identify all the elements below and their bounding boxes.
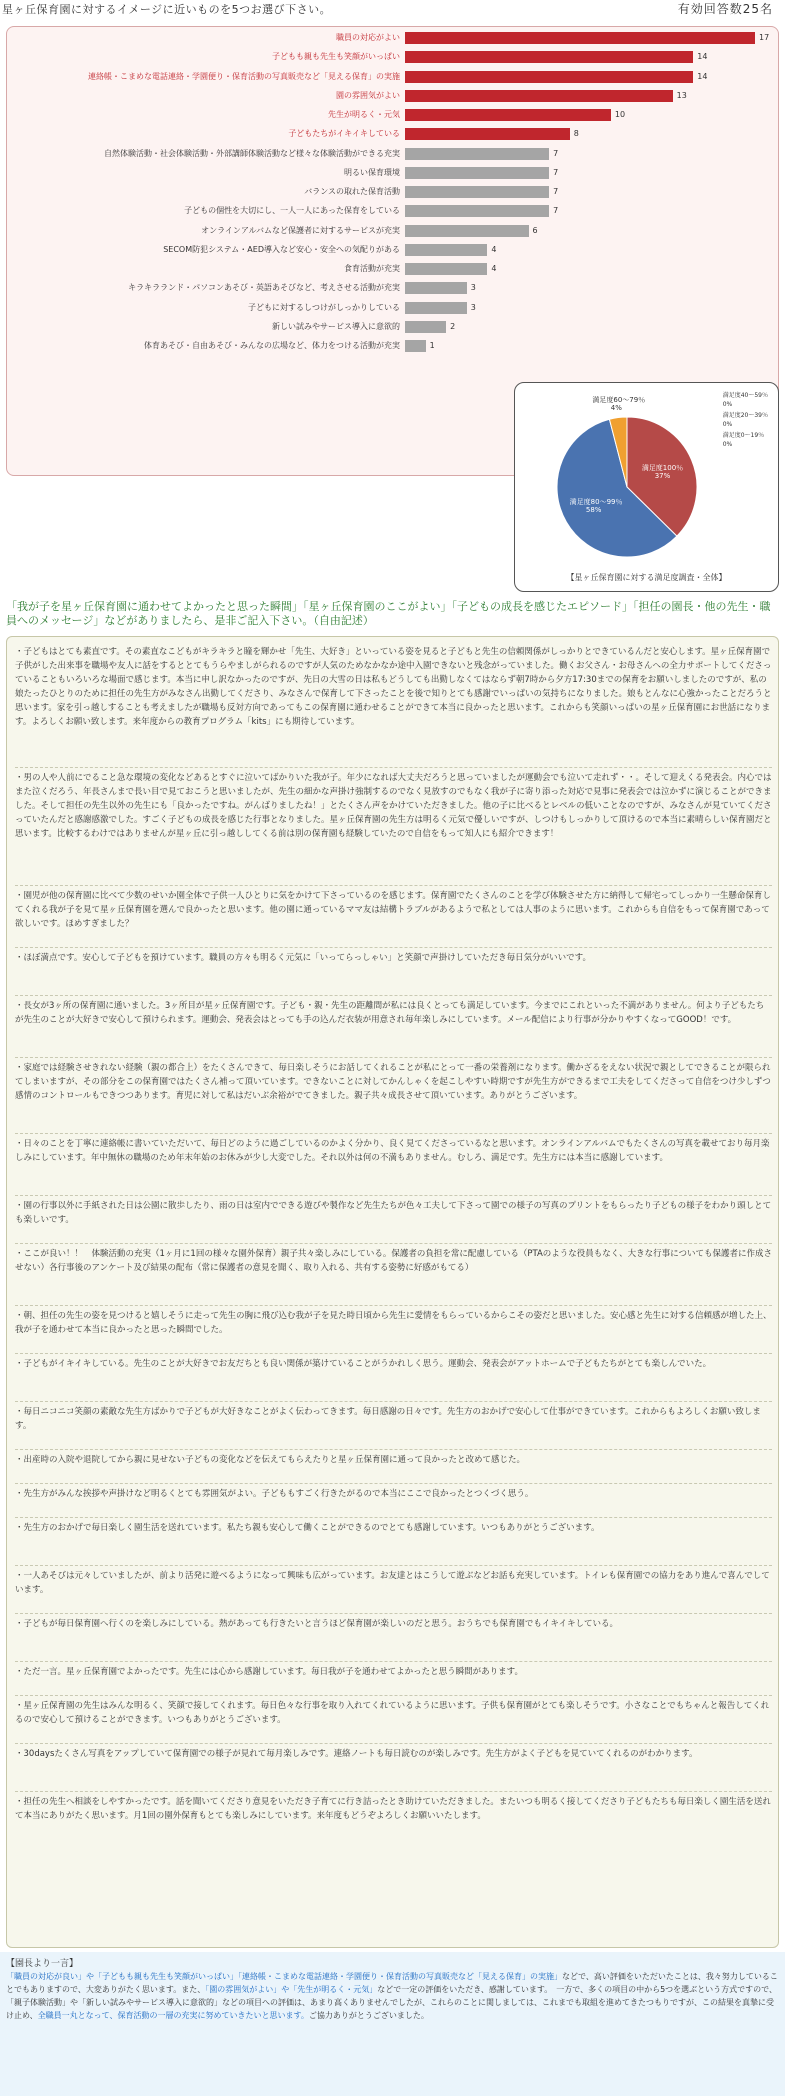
comment-divider (15, 1613, 772, 1614)
bar-row (7, 31, 780, 45)
bar-value-label: 17 (759, 33, 770, 42)
director-message-highlight: 「園の雰囲気がよい」や「先生が明るく・元気」 (205, 1985, 378, 1994)
bar-row (7, 262, 780, 276)
pie-small-labels (723, 391, 768, 451)
bar-value-label: 14 (697, 52, 708, 62)
bar-category-label: キラキラランド・パソコンあそび・英語あそびなど、考えさせる活動が充実 (128, 283, 400, 293)
bar-value-label: 3 (470, 302, 476, 312)
bar-category-label: 子どもに対するしつけがしっかりしている (248, 302, 400, 312)
bar (405, 148, 549, 160)
bar-category-label: 子どもも親も先生も笑顔がいっぱい (272, 52, 400, 62)
pie-slice-label (592, 395, 646, 412)
comment-item: ・朝、担任の先生の姿を見つけると嬉しそうに走って先生の胸に飛び込む我が子を見た時日頃から先生に愛情をもらっているからこその姿だと思いました。安心感と先生に対する信頼感が増した上、我が子を通わせて本当に良かったと思った瞬間でした。 (15, 1311, 772, 1335)
header (0, 0, 785, 24)
comment-item: ・園の行事以外に手紙された日は公園に散歩したり、雨の日は室内でできる遊びや製作など先生たちが色々工夫して下さって園での様子の写真のプリントをもらったり子どもの様子をわかり頭しとても楽しいです。 (15, 1201, 772, 1225)
director-message-text (6, 1970, 778, 2022)
bar-row (7, 50, 780, 64)
bar-category-label: 園の雰囲気がよい (336, 90, 400, 100)
director-message-part: などで、高い評価をいただいたことは、我々努力していることでもありますので、大変ありがたく思います。また、 (6, 1972, 778, 1994)
bar-category-label: オンラインアルバムなど保護者に対するサービスが充実 (201, 225, 400, 235)
bar-row (7, 166, 780, 180)
bar (405, 51, 693, 63)
comment-item: ・子どもはとても素直です。その素直なこどもがキラキラと瞳を輝かせ「先生、大好き」といっている姿を見ると子どもと先生の信頼関係がしっかりとできているんだと安心します。星ヶ丘保育園で子供がした出来事を職場や友人に話をするととてもうらやましがられるのですが人気のためなかなか途中入園できないと残念がっていました。働くお父さん・お母さんへの全力サポートしてくださっていることもいろいろな場面で感じます。本当に申し訳なかったのですが、先日の大雪の日は私もどうしても出勤しなくてはならず朝7時から夕方17:30までの保育をお願いしましたのですが、私の娘たったひとりのために担任の先生方がみなさん出勤してくださり、みなさんで保育して下さったことを後で知りとても感謝でいっぱいの気持ちになりました。娘もとんなに心強かったことだろうと思います。家を引っ越しすることも考えましたが職場も反対方向であってもこの保育園に通わせることができて本当に良かったと思います。これからも笑顔いっぱいの星ヶ丘保育園にお世話になります。よろしくお願い致します。来年度からの教育プログラム「kits」にも期待しています。 (15, 647, 772, 727)
bar-value-label: 3 (470, 283, 476, 293)
pie-slice-name: 満足度0～19％ (722, 432, 765, 439)
bar-category-label: 子どもの個性を大切にし、一人一人にあった保育をしている (184, 206, 400, 216)
comment-divider (15, 1483, 772, 1484)
comment-divider (15, 1661, 772, 1662)
bar-row (7, 243, 780, 257)
comment-divider (15, 1791, 772, 1792)
bar-value-label: 6 (532, 225, 538, 235)
comment-divider (15, 995, 772, 996)
comment-divider (15, 1517, 772, 1518)
comment-divider (15, 885, 772, 886)
satisfaction-pie-box (514, 382, 779, 592)
comment-divider (15, 1305, 772, 1306)
bar-value-label: 14 (697, 71, 708, 81)
comment-divider (15, 1743, 772, 1744)
director-message-part: などで一定の評価をいただき、感謝しています。 一方で、多くの項目の中から5つを選ぶという方式ですので、「親子体験活動」や「新しい試みやサービス導入に意欲的」などの項目への評価は、あまり高くありませんでしたが、これらのことに関しましては、これまでも取組を進めてきたつもりですが、この結果を真摯に受け止め、 (6, 1985, 778, 2020)
bar-row (7, 147, 780, 161)
bar (405, 302, 467, 314)
bar-category-label: バランスの取れた保育活動 (304, 187, 400, 196)
comment-item: ・ただ一言。星ヶ丘保育園でよかったです。先生には心から感謝しています。毎日我が子を通わせてよかったと思う瞬間があります。 (15, 1667, 523, 1677)
pie-slice-percent: 0% (722, 421, 733, 428)
bar-row (7, 339, 780, 353)
pie-slice-name: 満足度40～59％ (722, 392, 768, 399)
bar-row (7, 70, 780, 84)
bar-category-label: 連絡帳・こまめな電話連絡・学園便り・保育活動の写真販売など「見える保育」の実施 (88, 71, 400, 81)
bar-value-label: 4 (491, 244, 497, 254)
comment-item: ・ここが良い！！ 体験活動の充実（1ヶ月に1回の様々な園外保育）親子共々楽しみにしている。保護者の負担を常に配慮している（PTAのような役員もなく、大きな行事についても保護者に作成させない）各行事後のアンケート及び結果の配布（常に保護者の意見を聞く、取り入れる、共有する姿勢に好感がもてる） (15, 1249, 772, 1273)
pie-slice-percent: 0% (722, 441, 733, 448)
director-message-highlight: 全職員一丸となって、保育活動の一層の充実に努めていきたいと思います。 (37, 2011, 309, 2020)
comment-item: ・出産時の入院や退院してから親に見せない子どもの変化などを伝えてもらえたりと星ヶ丘保育園に通って良かったと改めて感じた。 (15, 1455, 526, 1465)
comment-item: ・子どもがイキイキしている。先生のことが大好きでお友だちとも良い関係が築けていることがうかれしく思う。運動会、発表会がアットホームで子どもたちがとても楽しんでいた。 (15, 1359, 712, 1369)
bar-value-label: 7 (553, 206, 559, 216)
pie-slice-name: 満足度60～79％ (592, 395, 646, 404)
bar (405, 263, 487, 275)
director-message-title: 【園長より一言】 (6, 1959, 79, 1969)
bar-row (7, 89, 780, 103)
comment-divider (15, 1133, 772, 1134)
bar-category-label: 子どもたちがイキイキしている (288, 129, 400, 139)
director-message-section (0, 1952, 785, 2096)
survey-question-title: 星ヶ丘保育園に対するイメージに近いものを5つお選び下さい。 (2, 3, 332, 16)
comment-item: ・家庭では経験させきれない経験（親の都合上）をたくさんできて、毎日楽しそうにお話してくれることが私にとって一番の栄養剤になります。働かざるをえない状況で親としてできることが限られてしまいますが、その部分をこの保育園ではたくさん補って頂いています。できないことに対してかんしゃくを起こしやすい時期ですが先生方ができるまで工夫をしてくださって自信をつけ少しずつ感情のコントロールもできつつあります。育児に対して私はだいぶ余裕がでてきました。親子共々成長させて頂いています。ありがとうございます。 (15, 1063, 771, 1101)
comment-item: ・毎日ニコニコ笑顔の素敵な先生方ばかりで子どもが大好きなことがよく伝わってきます。毎日感謝の日々です。先生方のおかげで安心して仕事ができています。これからもよろしくお願い致します。 (15, 1407, 761, 1431)
bar-value-label: 2 (450, 321, 456, 331)
free-comment-question: 「我が子を星ヶ丘保育園に通わせてよかったと思った瞬間」「星ヶ丘保育園のここがよい」「子どもの成長を感じたエピソード」「担任の園長・他の先生・職員へのメッセージ」などがありましたら、是非ご記入下さい。（自由記述） (6, 600, 771, 627)
pie-slice-percent: 0% (722, 401, 733, 408)
bar (405, 90, 673, 102)
bar (405, 128, 570, 140)
bar-category-label: 明るい保育環境 (344, 167, 400, 177)
bar-row (7, 320, 780, 334)
comment-divider (15, 1243, 772, 1244)
bar-category-label: SECOM防犯システム・AED導入など安心・安全への気配りがある (163, 244, 400, 254)
comment-item: ・長女が3ヶ所の保育園に通いました。3ヶ所目が星ヶ丘保育園です。子ども・親・先生の距離間が私には良くとっても満足しています。今までにこれといった不満がありません。何より子どもたちが先生のことが大好きで安心して預けられます。運動会、発表会はとっても手の込んだ衣装が用意され毎年楽しみにしています。メール配信により行事が分かりやすくなってGOOD！です。 (15, 1001, 765, 1025)
comment-divider (15, 1695, 772, 1696)
bar-row (7, 224, 780, 238)
bar-value-label: 8 (573, 129, 579, 139)
comment-divider (15, 947, 772, 948)
comment-item: ・男の人や人前にでること急な環境の変化などあるとすぐに泣いてばかりいた我が子。年少になれば大丈夫だろうと思っていましたが運動会でも泣いて走れず・・。そして迎えくる発表会。内心ではまた泣くだろう、年長さんまで長い目で見ておこうと思いましたが、先生の細かな声掛け強制するのでなく見放すのでもなく我が子に寄り添った対応で見事に発表会では泣かずに演じることができました。そして担任の先生以外の先生にも「良かったですね。がんばりましたね！」とたくさん声をかけていただきました。他の子に比べるとレベルの低いことなのですが、みなさんが見ていてくださっていたんだと感謝感激でした。すごく子どもの成長を感じた行事となりました。星ヶ丘保育園の先生方は明るく元気で優しいですが、しつけもしっかりして頂けるので本当に素晴らしい保育園だと思います。比較するわけではありませんが星ヶ丘に引っ越ししてくる前は別の保育園も経験していたので自信をもって知人にも紹介できます！ (15, 773, 772, 839)
bar-row (7, 108, 780, 122)
pie-zero-slice-label (723, 431, 768, 449)
bar (405, 225, 529, 237)
director-message-highlight: 「職員の対応が良い」や「子どもも親も先生も笑顔がいっぱい」「連絡帳・こまめな電話連絡・学園便り・保育活動の写真販売など「見える保育」の実施」 (6, 1972, 562, 1981)
pie-slice-percent: 37% (654, 472, 671, 481)
bar (405, 71, 693, 83)
comment-item: ・先生方のおかげで毎日楽しく園生活を送れています。私たち親も安心して働くことができるのでとても感謝しています。いつもありがとうございます。 (15, 1523, 600, 1533)
pie-slice-name: 満足度20～39％ (722, 412, 768, 419)
pie-caption: 【星ヶ丘保育園に対する満足度調査・全体】 (566, 573, 727, 582)
bar-value-label: 1 (429, 341, 435, 350)
comment-item: ・子どもが毎日保育園へ行くのを楽しみにしている。熱があっても行きたいと言うほど保育園が楽しいのだと思う。おうちでも保育園でもイキイキしている。 (15, 1619, 618, 1629)
comment-item: ・園児が他の保育園に比べて少数のせいか園全体で子供一人ひとりに気をかけて下さっているのを感じます。保育園でたくさんのことを学び体験させた方に納得して帰宅ってしっかり一生懸命保育してくれる我が子を見て星ヶ丘保育園を選んで良かったと思います。他の園に通っているママ友は結構トラブルがあるようで私としては人事のように思います。これからも自信をもって保育園であって欲しいです。ほめすぎました？ (15, 891, 771, 929)
comment-item: ・ほぼ満点です。安心して子どもを預けています。職員の方々も明るく元気に「いってらっしゃい」と笑顔で声掛けしていただき毎日気分がいいです。 (15, 953, 591, 963)
bar-row (7, 301, 780, 315)
comment-divider (15, 1565, 772, 1566)
comment-item: ・日々のことを丁寧に連絡帳に書いていただいて、毎日どのように過ごしているのかよく分かり、良く見てくださっているなと思います。オンラインアルバムでもたくさんの写真を載せており毎月楽しみにしています。年中無休の職場のため年末年始のお休みが少し大変でした。それ以外は何の不満もありません。むしろ、満足です。先生方には本当に感謝しています。 (15, 1139, 770, 1163)
comment-item: ・先生方がみんな挨拶や声掛けなど明るくとても雰囲気がよい。子どももすごく行きたがるので本当にここで良かったとつくづく思う。 (15, 1489, 534, 1499)
director-message-part: ご協力ありがとうございました。 (308, 2011, 429, 2020)
comment-item: ・星ヶ丘保育園の先生はみんな明るく、笑顔で接してくれます。毎日色々な行事を取り入れてくれているように思います。子供も保育園がとても楽しそうです。小さなことでもちゃんと報告してくれるので安心して預けることができます。いつもありがとうございます。 (15, 1701, 770, 1725)
comment-divider (15, 1401, 772, 1402)
pie-slice-percent: 4% (610, 403, 622, 412)
bar-value-label: 7 (553, 148, 559, 158)
bar (405, 205, 549, 217)
comment-divider (15, 1353, 772, 1354)
bar-row (7, 281, 780, 295)
pie-slice-percent: 58% (585, 506, 602, 515)
bar (405, 109, 611, 121)
bar-category-label: 食育活動が充実 (344, 264, 400, 273)
bar (405, 340, 426, 352)
bar-value-label: 4 (491, 264, 497, 273)
valid-response-count: 有効回答数25名 (677, 2, 773, 16)
bar-category-label: 体育あそび・自由あそび・みんなの広場など、体力をつける活動が充実 (144, 341, 400, 350)
bar-value-label: 10 (614, 110, 626, 119)
comment-divider (15, 767, 772, 768)
comment-divider (15, 1195, 772, 1196)
bar (405, 167, 549, 179)
pie-slice-name: 満足度100％ (641, 464, 684, 473)
pie-zero-slice-label (723, 391, 768, 409)
bar (405, 244, 487, 256)
bar-category-label: 職員の対応がよい (336, 33, 400, 42)
bar (405, 321, 446, 333)
comment-divider (15, 1449, 772, 1450)
bar-category-label: 先生が明るく・元気 (328, 110, 400, 119)
bar-row (7, 204, 780, 218)
bar-value-label: 7 (553, 187, 559, 196)
bar-category-label: 新しい試みやサービス導入に意欲的 (272, 321, 400, 331)
free-comments-box (6, 636, 779, 1948)
pie-slice-label (639, 464, 687, 480)
bar-value-label: 13 (676, 90, 687, 100)
bar (405, 32, 755, 44)
bar-value-label: 7 (553, 167, 559, 177)
bar-category-label: 自然体験活動・社会体験活動・外部講師体験活動など様々な体験活動ができる充実 (104, 148, 400, 158)
bar-row (7, 127, 780, 141)
comment-item: ・30daysたくさん写真をアップしていて保育園での様子が見れて毎月楽しみです。連絡ノートも毎日読むのが楽しみです。先生方がよく子どもを見ていてくれるのがわかります。 (15, 1749, 698, 1759)
comment-item: ・一人あそびは元々していましたが、前より活発に遊べるようになって興味も広がっています。お友達とはこうして遊ぶなどお話も充実しています。トイレも保育園での協力をあり進んで喜んでしています。 (15, 1571, 770, 1595)
comment-item: ・担任の先生へ相談をしやすかったです。話を聞いてくださり意見をいただき子育てに行き詰ったとき助けていただきました。またいつも明るく接してくださり子どもたちも毎日楽しく園生活を送れて本当にありがたく思います。月1回の園外保育もとても楽しみにしています。来年度もどうぞよろしくお願いいたします。 (15, 1797, 771, 1821)
bar (405, 282, 467, 294)
pie-slice-name: 満足度80～99％ (569, 498, 623, 507)
bar (405, 186, 549, 198)
pie-slice-label (569, 498, 623, 515)
pie-zero-slice-label (723, 411, 768, 429)
comment-divider (15, 1057, 772, 1058)
bar-row (7, 185, 780, 199)
